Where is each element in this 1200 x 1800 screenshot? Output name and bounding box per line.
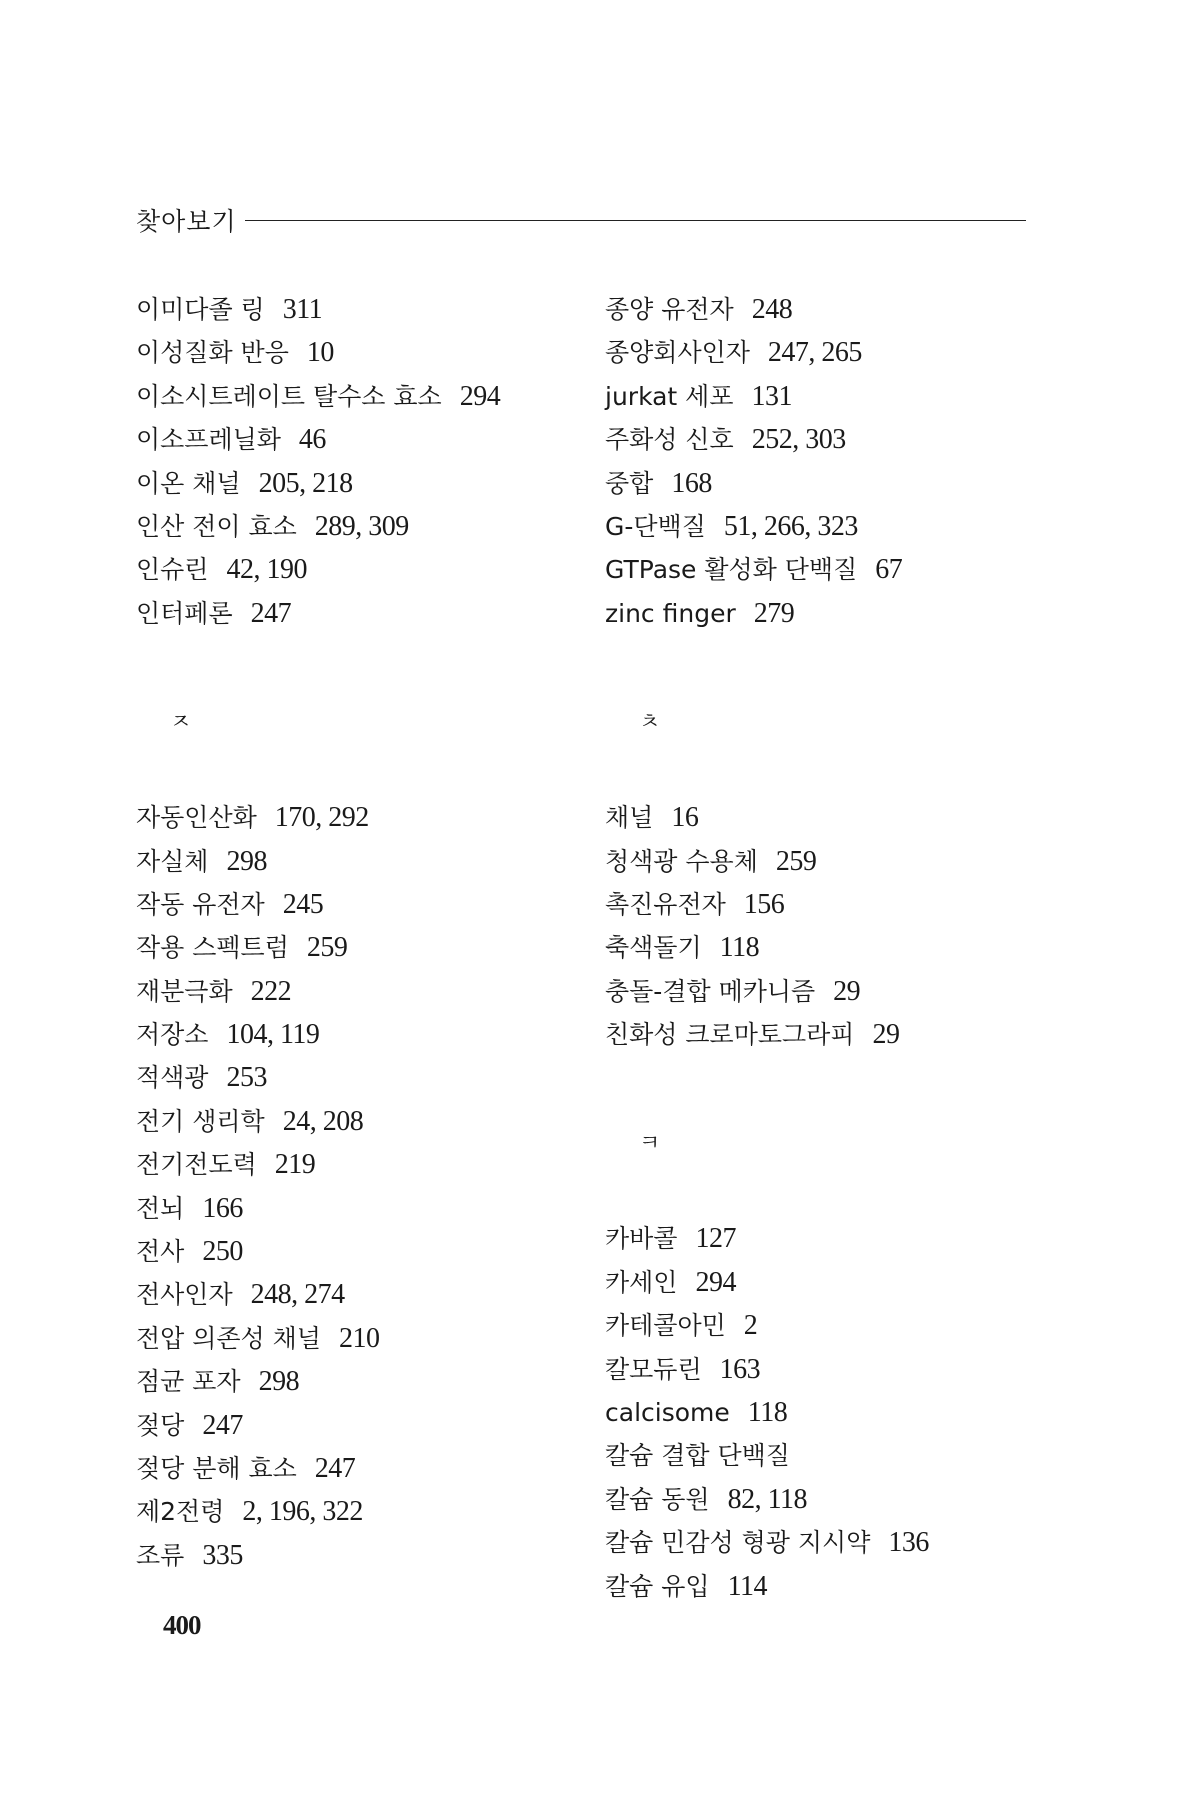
index-pages: 118	[747, 1397, 788, 1429]
index-entry	[136, 1013, 576, 1056]
index-term: 전사	[136, 1237, 185, 1267]
section-letter-chieut: ㅊ	[639, 710, 661, 736]
index-pages: 294	[459, 380, 501, 412]
index-term: 인터페론	[136, 598, 233, 628]
page-header	[136, 202, 1026, 238]
index-entry	[605, 505, 1045, 548]
index-term: 이미다졸 링	[136, 295, 265, 324]
index-entry	[605, 1304, 1045, 1347]
index-entry	[605, 1434, 1045, 1477]
index-pages: 163	[719, 1353, 761, 1385]
index-entry	[136, 840, 576, 883]
index-term: 채널	[605, 803, 654, 833]
index-term: 친화성 크로마토그라피	[605, 1020, 855, 1050]
index-entry	[605, 1261, 1045, 1304]
index-entry	[136, 883, 576, 926]
index-term: 저장소	[136, 1020, 209, 1050]
index-entry	[136, 1230, 576, 1273]
left-group-2	[136, 796, 576, 1577]
index-entry	[605, 883, 1045, 926]
index-pages: 279	[753, 597, 795, 629]
index-term: 적색광	[136, 1063, 209, 1093]
right-group-2	[605, 796, 1045, 1056]
left-group-1	[136, 288, 576, 635]
index-pages: 29	[833, 975, 861, 1007]
index-term: 이소프레닐화	[136, 425, 281, 455]
index-term: 주화성 신호	[605, 425, 734, 455]
index-term: 카테콜아민	[605, 1311, 726, 1341]
index-term: jurkat 세포	[605, 381, 734, 411]
index-entry	[605, 462, 1045, 505]
section-letter-kieuk: ㅋ	[639, 1131, 661, 1157]
index-entry	[605, 1391, 1045, 1434]
index-term: zinc finger	[605, 598, 736, 628]
index-entry	[605, 1478, 1045, 1521]
index-entry	[136, 288, 576, 331]
index-entry	[605, 288, 1045, 331]
index-pages: 335	[202, 1539, 243, 1571]
index-entry	[136, 592, 576, 635]
index-term: 카바콜	[605, 1224, 678, 1254]
index-term: 젖당	[136, 1410, 185, 1440]
index-entry	[136, 1100, 576, 1143]
index-pages: 250	[202, 1236, 243, 1268]
index-entry	[136, 1360, 576, 1403]
index-pages: 2	[743, 1310, 758, 1342]
index-pages: 210	[338, 1322, 380, 1354]
index-pages: 46	[298, 424, 326, 456]
index-term: 전기전도력	[136, 1150, 257, 1180]
index-entry	[136, 331, 576, 374]
index-pages: 51, 266, 323	[723, 510, 858, 542]
index-entry	[136, 1056, 576, 1099]
index-term: 자동인산화	[136, 803, 257, 833]
index-entry	[136, 926, 576, 969]
index-term: 인산 전이 효소	[136, 511, 297, 541]
index-pages: 24, 208	[282, 1105, 364, 1137]
index-entry	[605, 1521, 1045, 1564]
index-entry	[605, 548, 1045, 591]
index-pages: 29	[872, 1019, 900, 1051]
right-column	[605, 288, 1045, 1608]
index-pages: 104, 119	[226, 1019, 320, 1051]
index-entry	[136, 462, 576, 505]
index-term: 이소시트레이트 탈수소 효소	[136, 381, 442, 411]
index-pages: 247	[202, 1409, 243, 1441]
index-term: 칼슘 동원	[605, 1484, 710, 1514]
index-entry	[136, 505, 576, 548]
index-pages: 131	[751, 380, 792, 412]
index-entry	[605, 970, 1045, 1013]
index-pages: 289, 309	[314, 510, 409, 542]
index-term: 칼슘 유입	[605, 1571, 710, 1601]
index-term: GTPase 활성화 단백질	[605, 555, 858, 585]
index-entry	[605, 1348, 1045, 1391]
index-entry	[136, 1273, 576, 1316]
index-pages: 247	[250, 597, 292, 629]
index-entry	[605, 1565, 1045, 1608]
index-term: 자실체	[136, 846, 209, 876]
index-pages: 114	[727, 1570, 768, 1602]
index-entry	[136, 796, 576, 839]
index-pages: 42, 190	[226, 554, 307, 586]
right-group-1	[605, 288, 1045, 635]
index-term: 칼슘 결합 단백질	[605, 1441, 790, 1471]
index-entry	[605, 418, 1045, 461]
index-term: 전사인자	[136, 1280, 233, 1310]
index-pages: 252, 303	[751, 424, 846, 456]
index-entry	[136, 375, 576, 418]
index-term: 카세인	[605, 1267, 678, 1297]
index-pages: 248, 274	[250, 1279, 345, 1311]
index-entry	[136, 1187, 576, 1230]
index-term: G-단백질	[605, 511, 706, 541]
index-term: 제2전령	[136, 1497, 225, 1527]
index-term: 젖당 분해 효소	[136, 1453, 297, 1483]
index-pages: 298	[226, 845, 267, 877]
index-entry	[136, 1447, 576, 1490]
index-entry	[136, 1143, 576, 1186]
index-term: 전압 의존성 채널	[136, 1323, 321, 1353]
index-entry	[605, 926, 1045, 969]
index-entry	[136, 1490, 576, 1533]
right-group-3	[605, 1217, 1045, 1608]
index-pages: 298	[258, 1366, 300, 1398]
index-entry	[605, 592, 1045, 635]
index-entry	[605, 1013, 1045, 1056]
index-term: 종양 유전자	[605, 295, 734, 324]
index-term: 이성질화 반응	[136, 338, 289, 368]
index-pages: 82, 118	[727, 1483, 808, 1515]
index-term: 중합	[605, 468, 654, 498]
index-term: 전뇌	[136, 1193, 185, 1223]
index-entry	[605, 1217, 1045, 1260]
index-pages: 253	[226, 1062, 267, 1094]
index-term: 전기 생리학	[136, 1106, 265, 1136]
index-pages: 2, 196, 322	[242, 1496, 363, 1528]
index-term: 축색돌기	[605, 933, 702, 963]
index-pages: 294	[695, 1266, 736, 1298]
index-pages: 248	[751, 294, 793, 325]
index-pages: 16	[671, 802, 699, 834]
index-entry	[136, 1317, 576, 1360]
index-pages: 259	[306, 932, 348, 964]
index-entry	[136, 970, 576, 1013]
index-pages: 311	[282, 294, 323, 325]
index-pages: 259	[775, 845, 817, 877]
index-pages: 168	[671, 467, 712, 499]
index-term: 청색광 수용체	[605, 846, 758, 876]
index-term: 인슈린	[136, 555, 209, 585]
index-term: 재분극화	[136, 976, 233, 1006]
index-entry	[605, 796, 1045, 839]
index-pages: 247, 265	[767, 337, 862, 369]
index-pages: 219	[274, 1149, 316, 1181]
index-entry	[136, 418, 576, 461]
index-pages: 127	[695, 1223, 736, 1255]
index-pages: 156	[743, 888, 785, 920]
index-term: 충돌-결합 메카니즘	[605, 976, 816, 1006]
index-entry	[136, 548, 576, 591]
index-term: 조류	[136, 1540, 185, 1570]
index-pages: 67	[875, 554, 903, 586]
index-pages: 166	[202, 1192, 243, 1224]
index-term: 종양회사인자	[605, 338, 750, 368]
index-pages: 222	[250, 975, 292, 1007]
index-term: 촉진유전자	[605, 889, 726, 919]
index-entry	[605, 840, 1045, 883]
index-pages: 247	[314, 1452, 356, 1484]
index-entry	[605, 375, 1045, 418]
index-entry	[605, 331, 1045, 374]
index-entry	[136, 1534, 576, 1577]
index-pages: 170, 292	[274, 802, 369, 834]
index-pages: 205, 218	[258, 467, 353, 499]
index-pages: 10	[306, 337, 334, 369]
index-term: 점균 포자	[136, 1367, 241, 1397]
index-pages: 136	[888, 1527, 929, 1559]
index-term: 칼모듀린	[605, 1354, 702, 1384]
index-entry	[136, 1404, 576, 1447]
left-column	[136, 288, 576, 1577]
section-letter-jieut: ㅈ	[170, 710, 192, 736]
header-title: 찾아보기	[136, 207, 237, 236]
page-number: 400	[163, 1610, 201, 1640]
index-term: calcisome	[605, 1398, 730, 1428]
index-pages: 245	[282, 888, 324, 920]
index-term: 작용 스펙트럼	[136, 933, 289, 963]
index-term: 이온 채널	[136, 468, 241, 498]
index-term: 칼슘 민감성 형광 지시약	[605, 1528, 871, 1558]
index-term: 작동 유전자	[136, 889, 265, 919]
header-rule	[245, 220, 1026, 221]
index-pages: 118	[719, 932, 760, 964]
